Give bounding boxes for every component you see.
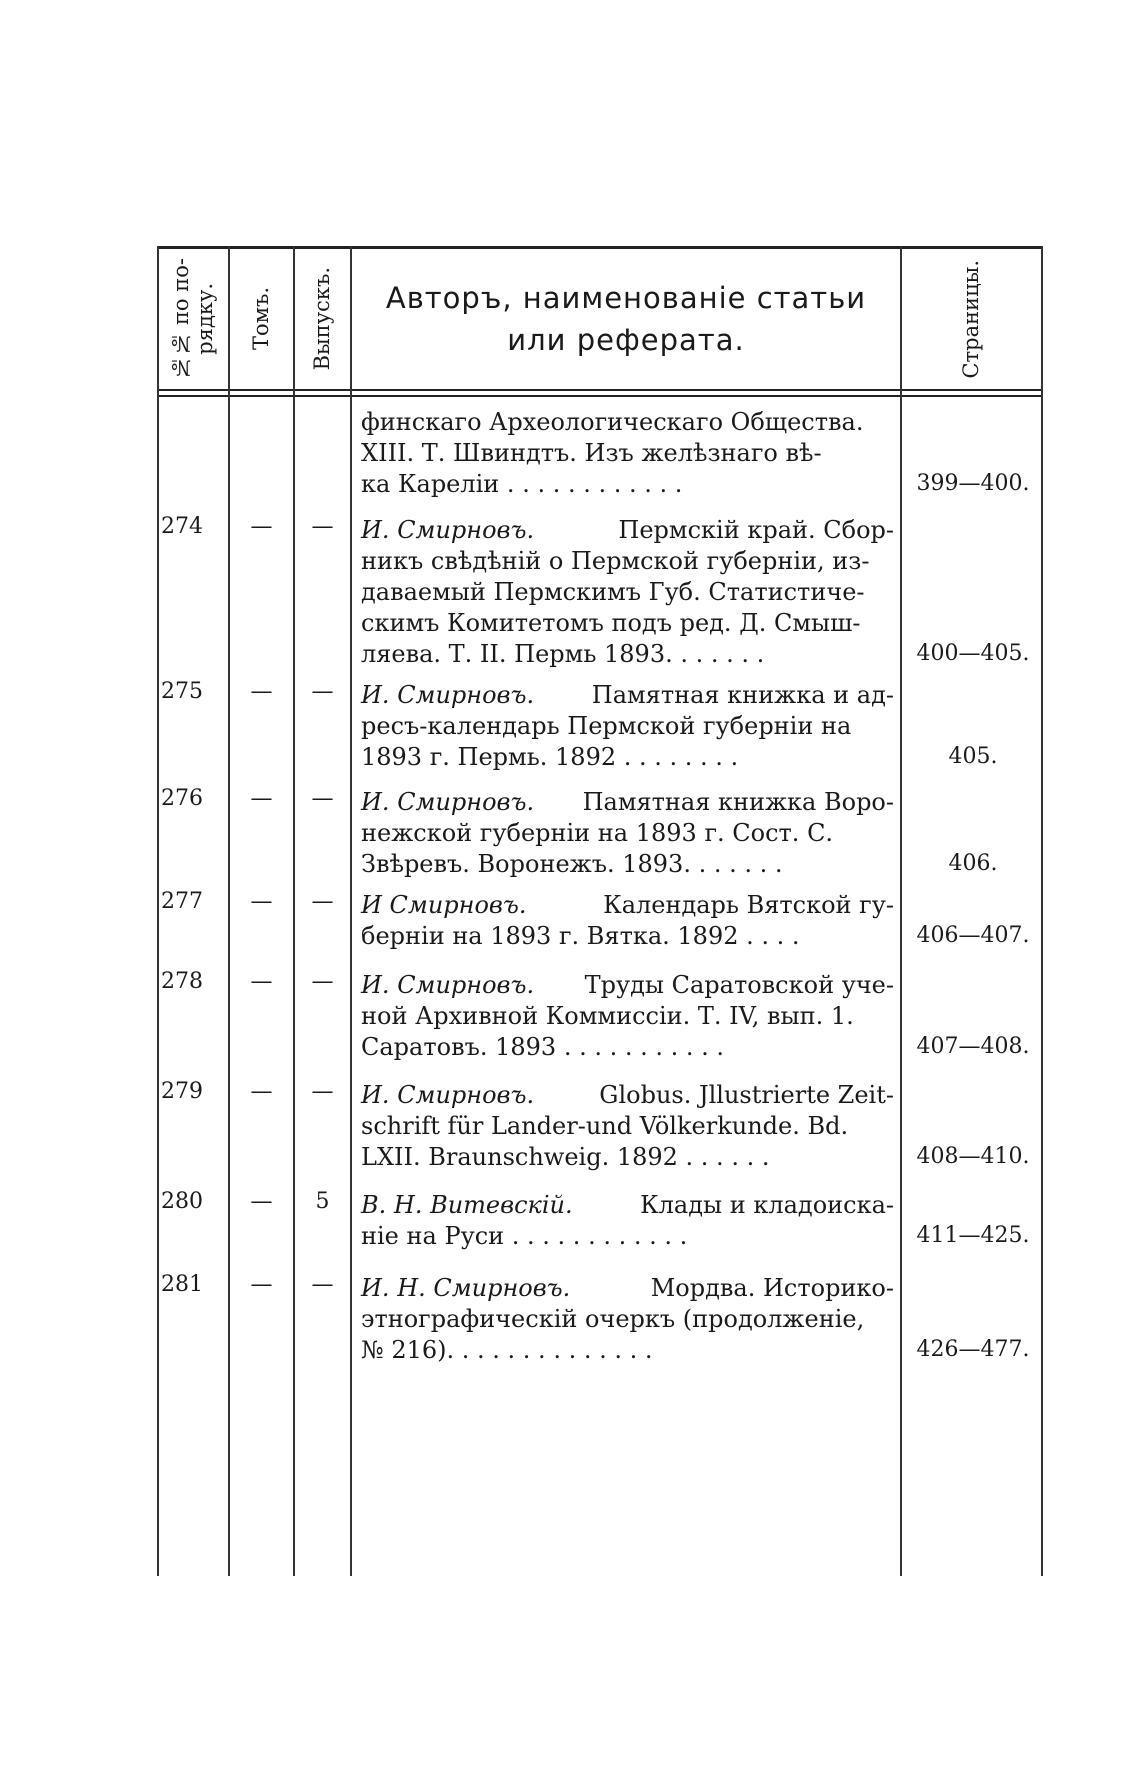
entry-line bbox=[361, 1032, 894, 1063]
entry-text bbox=[361, 680, 894, 773]
entry-line-text: ляева. Т. II. Пермь 1893. . . . . . . bbox=[361, 640, 765, 668]
entry-text bbox=[361, 407, 894, 500]
table-top-rule bbox=[157, 246, 1043, 249]
entry-line-text: Globus. Jllustrierte Zeit- bbox=[599, 1081, 894, 1109]
entry-line bbox=[361, 1142, 894, 1173]
row-number: 275 bbox=[161, 679, 203, 704]
entry-line bbox=[361, 546, 894, 577]
entry-author: И. Смирновъ. bbox=[361, 971, 535, 999]
table-row bbox=[157, 511, 1043, 678]
entry-pages: 407—408. bbox=[916, 1034, 1030, 1059]
row-number: 278 bbox=[161, 969, 203, 994]
entry-line-text: № 216). . . . . . . . . . . . . . bbox=[361, 1336, 653, 1364]
entry-line-text: 1893 г. Пермь. 1892 . . . . . . . . bbox=[361, 743, 739, 771]
row-issue: — bbox=[311, 1079, 334, 1104]
entry-line-text: LXII. Braunschweig. 1892 . . . . . . bbox=[361, 1143, 770, 1171]
contents-table bbox=[157, 246, 1043, 1576]
entry-line-text: Памятная книжка и ад- bbox=[591, 681, 894, 709]
header-pages-cell bbox=[902, 250, 1041, 388]
entry-line bbox=[361, 1111, 894, 1142]
entry-line-text: ресъ-календарь Пермской губерніи на bbox=[361, 712, 852, 740]
entry-line bbox=[361, 515, 894, 546]
entry-pages: 406—407. bbox=[916, 923, 1030, 948]
entry-line bbox=[361, 407, 894, 438]
entry-line bbox=[361, 711, 894, 742]
entry-line-text: schrift für Lander-und Völkerkunde. Bd. bbox=[361, 1112, 849, 1140]
entry-line bbox=[361, 1190, 894, 1221]
entry-line-text: Саратовъ. 1893 . . . . . . . . . . . bbox=[361, 1033, 725, 1061]
entry-line bbox=[361, 921, 894, 952]
entry-line bbox=[361, 1304, 894, 1335]
entry-author: И. Смирновъ. bbox=[361, 516, 535, 544]
table-row bbox=[157, 966, 1043, 1071]
header-number-cell bbox=[159, 250, 228, 388]
row-issue: — bbox=[311, 679, 334, 704]
table-row bbox=[157, 783, 1043, 888]
entry-text bbox=[361, 787, 894, 880]
entry-line-text: ка Кареліи . . . . . . . . . . . . bbox=[361, 470, 683, 498]
entry-line-text: Пермскій край. Сбор- bbox=[618, 516, 894, 544]
header-rule-double bbox=[157, 395, 1043, 397]
header-issue-cell bbox=[295, 250, 350, 388]
entry-line-text: никъ свѣдѣній о Пермской губерніи, из- bbox=[361, 547, 870, 575]
entry-line-text: финскаго Археологическаго Общества. bbox=[361, 408, 864, 436]
entry-line-text: этнографическій очеркъ (продолженіе, bbox=[361, 1305, 865, 1333]
entry-pages: 405. bbox=[948, 744, 998, 769]
row-issue: — bbox=[311, 514, 334, 539]
entry-line-text: скимъ Комитетомъ подъ ред. Д. Смыш- bbox=[361, 609, 861, 637]
row-volume: — bbox=[250, 1189, 273, 1214]
row-issue: — bbox=[311, 786, 334, 811]
entry-pages: 426—477. bbox=[916, 1337, 1030, 1362]
entry-text bbox=[361, 1190, 894, 1252]
header-volume-cell bbox=[230, 250, 293, 388]
table-row bbox=[157, 1186, 1043, 1260]
header-issue-label: Выпускъ. bbox=[310, 267, 335, 371]
entry-line bbox=[361, 1080, 894, 1111]
row-issue: — bbox=[311, 969, 334, 994]
header-number-label: №№ по по- рядку. bbox=[169, 258, 218, 380]
entry-line bbox=[361, 577, 894, 608]
header-pages-label: Страницы. bbox=[959, 259, 984, 379]
entry-line-text: ной Архивной Коммиссіи. Т. IV, вып. 1. bbox=[361, 1002, 854, 1030]
header-rule bbox=[157, 389, 1043, 391]
entry-line bbox=[361, 469, 894, 500]
table-row bbox=[157, 403, 1043, 508]
entry-author: И. Смирновъ. bbox=[361, 788, 535, 816]
header-title-line1: Авторъ, наименованіе статьи bbox=[385, 280, 867, 315]
entry-line bbox=[361, 890, 894, 921]
entry-line-text: XIII. Т. Швиндтъ. Изъ желѣзнаго вѣ- bbox=[361, 439, 822, 467]
entry-line-text: берніи на 1893 г. Вятка. 1892 . . . . bbox=[361, 922, 800, 950]
entry-text bbox=[361, 1273, 894, 1366]
entry-author: И. Н. Смирновъ. bbox=[361, 1274, 571, 1302]
entry-line-text: ніе на Руси . . . . . . . . . . . . bbox=[361, 1222, 688, 1250]
entry-line bbox=[361, 1273, 894, 1304]
entry-line bbox=[361, 1335, 894, 1366]
entry-text bbox=[361, 890, 894, 952]
entry-line bbox=[361, 849, 894, 880]
row-number: 277 bbox=[161, 889, 203, 914]
row-number: 280 bbox=[161, 1189, 203, 1214]
header-title-line2: или реферата. bbox=[507, 323, 745, 357]
entry-line-text: даваемый Пермскимъ Губ. Статистиче- bbox=[361, 578, 865, 606]
row-number: 274 bbox=[161, 514, 203, 539]
table-row bbox=[157, 886, 1043, 960]
entry-author: И. Смирновъ. bbox=[361, 681, 535, 709]
entry-line-text: нежской губерніи на 1893 г. Сост. С. bbox=[361, 819, 834, 847]
row-number: 276 bbox=[161, 786, 203, 811]
entry-line bbox=[361, 1221, 894, 1252]
entry-line-text: Труды Саратовской уче- bbox=[584, 971, 894, 999]
row-number: 281 bbox=[161, 1272, 203, 1297]
entry-line bbox=[361, 742, 894, 773]
table-row bbox=[157, 676, 1043, 781]
entry-text bbox=[361, 515, 894, 670]
row-issue: 5 bbox=[315, 1189, 330, 1214]
entry-line bbox=[361, 1001, 894, 1032]
row-volume: — bbox=[250, 786, 273, 811]
entry-line bbox=[361, 787, 894, 818]
entry-line-text: Памятная книжка Воро- bbox=[582, 788, 894, 816]
row-volume: — bbox=[250, 1079, 273, 1104]
entry-pages: 399—400. bbox=[916, 471, 1030, 496]
entry-pages: 400—405. bbox=[916, 641, 1030, 666]
row-volume: — bbox=[250, 1272, 273, 1297]
entry-line bbox=[361, 639, 894, 670]
row-volume: — bbox=[250, 889, 273, 914]
row-volume: — bbox=[250, 969, 273, 994]
entry-line-text: Звѣревъ. Воронежъ. 1893. . . . . . . bbox=[361, 850, 783, 878]
entry-line-text: Мордва. Историко- bbox=[650, 1274, 894, 1302]
header-volume-label: Томъ. bbox=[249, 287, 274, 351]
entry-author: В. Н. Витевскій. bbox=[361, 1191, 573, 1219]
entry-line-text: Календарь Вятской гу- bbox=[603, 891, 894, 919]
row-volume: — bbox=[250, 679, 273, 704]
row-issue: — bbox=[311, 1272, 334, 1297]
entry-author: И. Смирновъ. bbox=[361, 1081, 535, 1109]
entry-pages: 408—410. bbox=[916, 1144, 1030, 1169]
entry-line-text: Клады и кладоиска- bbox=[640, 1191, 894, 1219]
entry-line bbox=[361, 970, 894, 1001]
table-row bbox=[157, 1269, 1043, 1374]
entry-line bbox=[361, 818, 894, 849]
row-number: 279 bbox=[161, 1079, 203, 1104]
entry-author: И Смирновъ. bbox=[361, 891, 527, 919]
entry-line bbox=[361, 608, 894, 639]
entry-pages: 411—425. bbox=[916, 1223, 1030, 1248]
entry-line bbox=[361, 680, 894, 711]
entry-text bbox=[361, 970, 894, 1063]
table-row bbox=[157, 1076, 1043, 1181]
entry-line bbox=[361, 438, 894, 469]
row-volume: — bbox=[250, 514, 273, 539]
row-issue: — bbox=[311, 889, 334, 914]
header-title-cell bbox=[352, 250, 900, 388]
entry-text bbox=[361, 1080, 894, 1173]
entry-pages: 406. bbox=[948, 851, 998, 876]
